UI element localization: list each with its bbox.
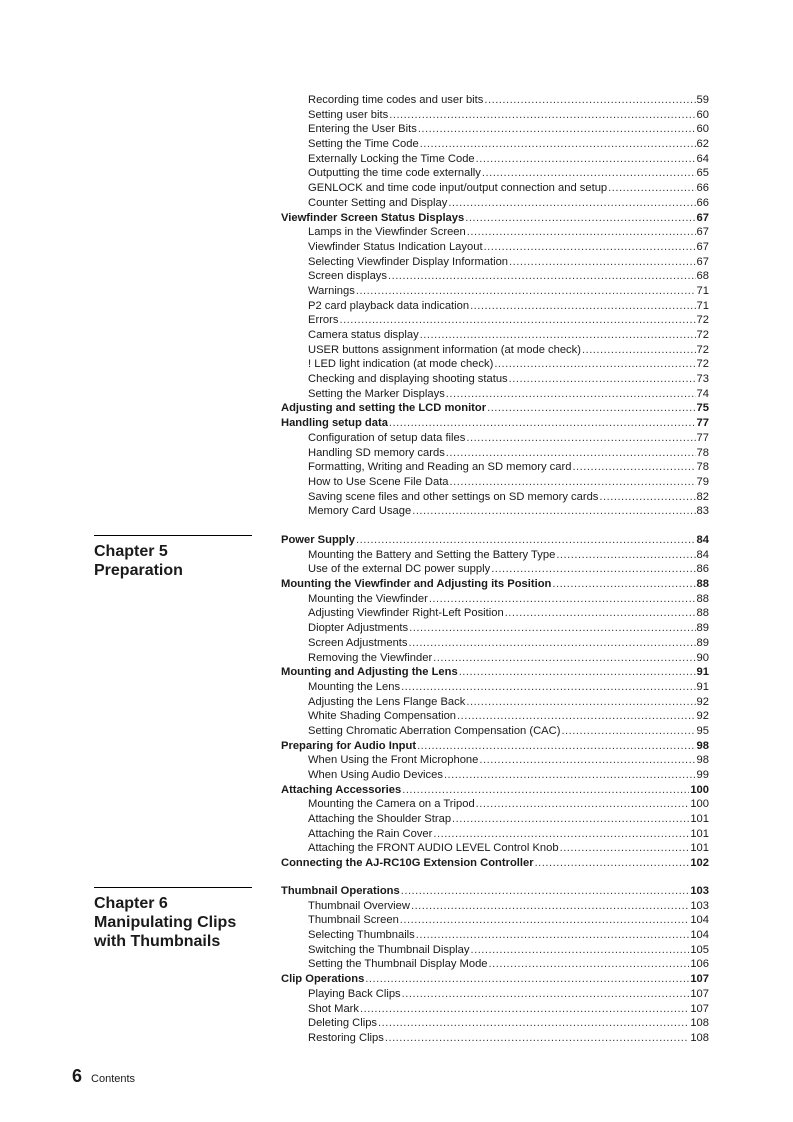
toc-entry-page: 104 <box>690 929 709 942</box>
toc-subsection-entry[interactable] <box>281 724 709 739</box>
toc-entry-title: Attaching Accessories <box>281 783 402 796</box>
toc-entry-page: 92 <box>696 695 709 708</box>
toc-subsection-entry[interactable] <box>281 753 709 768</box>
dot-leader <box>556 548 695 563</box>
toc-entry-title: Memory Card Usage <box>308 505 412 518</box>
toc-entry-page: 107 <box>690 987 709 1000</box>
toc-entry-page: 66 <box>696 196 709 209</box>
dot-leader <box>466 695 695 710</box>
toc-subsection-entry[interactable] <box>281 899 709 914</box>
toc-entry-page: 83 <box>696 505 709 518</box>
toc-entry-title: Adjusting the Lens Flange Back <box>308 695 466 708</box>
toc-entry-page: 104 <box>690 914 709 927</box>
toc-entry-page: 60 <box>696 108 709 121</box>
toc-entry-page: 67 <box>696 226 709 239</box>
toc-entry-title: Mounting the Battery and Setting the Battery Type <box>308 548 556 561</box>
toc-entry-title: Viewfinder Status Indication Layout <box>308 240 483 253</box>
toc-entry-page: 103 <box>690 899 709 912</box>
toc-entry-title: Shot Mark <box>308 1002 359 1015</box>
dot-leader <box>412 504 695 519</box>
dot-leader <box>339 313 695 328</box>
toc-entry-title: Externally Locking the Time Code <box>308 152 475 165</box>
toc-entry-page: 88 <box>696 578 709 591</box>
toc-entry-title: Warnings <box>308 284 355 297</box>
toc-entry-title: Diopter Adjustments <box>308 622 409 635</box>
dot-leader <box>494 357 695 372</box>
dot-leader <box>465 211 695 226</box>
toc-entry-page: 65 <box>696 167 709 180</box>
toc-entry-page: 99 <box>696 769 709 781</box>
toc-section-entry[interactable] <box>281 577 709 592</box>
toc-subsection-entry[interactable] <box>281 387 709 402</box>
toc-entry-page: 103 <box>690 885 709 897</box>
toc-subsection-entry[interactable] <box>281 606 709 621</box>
toc-entry-title: Entering the User Bits <box>308 123 417 136</box>
toc-entry-page: 72 <box>696 358 709 371</box>
toc-entry-page: 79 <box>696 475 709 488</box>
toc-subsection-entry[interactable] <box>281 255 709 270</box>
dot-leader <box>420 328 696 343</box>
toc-entry-title: Screen Adjustments <box>308 636 408 649</box>
dot-leader <box>505 606 696 621</box>
dot-leader <box>433 827 689 842</box>
toc-block-chapter-6 <box>281 884 709 1046</box>
toc-subsection-entry[interactable] <box>281 460 709 475</box>
toc-entry-page: 91 <box>696 666 709 679</box>
dot-leader <box>476 797 690 812</box>
toc-entry-title: P2 card playback data indication <box>308 299 470 312</box>
dot-leader <box>489 957 690 972</box>
dot-leader <box>418 122 696 137</box>
dot-leader <box>552 577 695 592</box>
toc-entry-page: 91 <box>696 680 709 693</box>
toc-entry-page: 74 <box>696 387 709 400</box>
toc-entry-page: 89 <box>696 622 709 635</box>
toc-subsection-entry[interactable] <box>281 827 709 842</box>
toc-entry-title: Attaching the Rain Cover <box>308 827 433 840</box>
toc-subsection-entry[interactable] <box>281 313 709 328</box>
dot-leader <box>452 812 689 827</box>
dot-leader <box>401 884 690 899</box>
toc-entry-page: 84 <box>696 548 709 561</box>
toc-entry-page: 67 <box>696 211 709 224</box>
dot-leader <box>479 753 695 768</box>
toc-entry-title: Counter Setting and Display <box>308 196 448 209</box>
toc-subsection-entry[interactable] <box>281 166 709 181</box>
toc-section-entry[interactable] <box>281 884 709 899</box>
toc-subsection-entry[interactable] <box>281 562 709 577</box>
toc-section-entry[interactable] <box>281 533 709 548</box>
toc-entry-page: 77 <box>696 431 709 444</box>
dot-leader <box>560 841 690 856</box>
toc-section-entry[interactable] <box>281 416 709 431</box>
toc-entry-title: Adjusting and setting the LCD monitor <box>281 402 487 415</box>
dot-leader <box>365 972 689 987</box>
dot-leader <box>429 592 696 607</box>
dot-leader <box>389 416 696 431</box>
toc-subsection-entry[interactable] <box>281 93 709 108</box>
toc-entry-page: 107 <box>690 973 709 986</box>
page-footer <box>72 1066 135 1087</box>
dot-leader <box>448 196 695 211</box>
dot-leader <box>470 943 689 958</box>
toc-entry-title: ! LED light indication (at mode check) <box>308 358 494 371</box>
dot-leader <box>420 137 696 152</box>
toc-entry-title: Lamps in the Viewfinder Screen <box>308 226 466 239</box>
toc-entry-page: 108 <box>690 1017 709 1030</box>
toc-subsection-entry[interactable] <box>281 431 709 446</box>
toc-entry-title: Mounting the Lens <box>308 680 401 693</box>
toc-entry-title: Mounting the Camera on a Tripod <box>308 798 475 811</box>
dot-leader <box>491 562 695 577</box>
dot-leader <box>356 284 696 299</box>
toc-subsection-entry[interactable] <box>281 137 709 152</box>
toc-entry-title: Setting the Thumbnail Display Mode <box>308 958 488 971</box>
toc-subsection-entry[interactable] <box>281 269 709 284</box>
chapter-title: with Thumbnails <box>94 933 221 950</box>
toc-entry-page: 77 <box>696 417 709 430</box>
dot-leader <box>457 709 696 724</box>
toc-entry-title: Switching the Thumbnail Display <box>308 943 470 956</box>
toc-block-continued <box>281 93 709 519</box>
toc-entry-page: 88 <box>696 592 709 605</box>
toc-subsection-entry[interactable] <box>281 987 709 1002</box>
toc-entry-title: Formatting, Writing and Reading an SD memory card <box>308 461 572 474</box>
dot-leader <box>467 225 696 240</box>
toc-entry-title: Use of the external DC power supply <box>308 563 491 576</box>
toc-entry-title: Checking and displaying shooting status <box>308 373 508 386</box>
toc-entry-page: 98 <box>696 754 709 767</box>
dot-leader <box>401 680 695 695</box>
toc-entry-page: 72 <box>696 329 709 341</box>
toc-subsection-entry[interactable] <box>281 636 709 651</box>
toc-entry-title: Restoring Clips <box>308 1031 384 1044</box>
page-number: 6 <box>72 1066 83 1086</box>
chapter-6-heading <box>94 887 252 951</box>
toc-subsection-entry[interactable] <box>281 768 709 783</box>
chapter-title: Preparation <box>94 562 183 579</box>
toc-entry-page: 64 <box>696 152 709 165</box>
dot-leader <box>509 372 696 387</box>
dot-leader <box>599 490 695 505</box>
toc-entry-page: 67 <box>696 240 709 253</box>
toc-subsection-entry[interactable] <box>281 343 709 358</box>
dot-leader <box>450 475 696 490</box>
toc-entry-page: 78 <box>696 461 709 474</box>
dot-leader <box>433 651 695 666</box>
toc-entry-title: Saving scene files and other settings on SD memory cards <box>308 490 599 503</box>
toc-entry-title: Mounting and Adjusting the Lens <box>281 666 458 679</box>
dot-leader <box>572 460 695 475</box>
toc-entry-title: Handling setup data <box>281 417 388 430</box>
toc-entry-page: 59 <box>696 94 709 106</box>
toc-subsection-entry[interactable] <box>281 680 709 695</box>
toc-entry-title: How to Use Scene File Data <box>308 475 449 488</box>
toc-section-entry[interactable] <box>281 972 709 987</box>
dot-leader <box>484 240 696 255</box>
toc-entry-title: Thumbnail Operations <box>281 885 400 897</box>
toc-subsection-entry[interactable] <box>281 357 709 372</box>
toc-entry-page: 92 <box>696 710 709 723</box>
toc-section-entry[interactable] <box>281 783 709 798</box>
dot-leader <box>484 93 695 108</box>
toc-subsection-entry[interactable] <box>281 841 709 856</box>
toc-subsection-entry[interactable] <box>281 812 709 827</box>
dot-leader <box>409 621 695 636</box>
toc-entry-page: 71 <box>696 299 709 312</box>
dot-leader <box>409 636 696 651</box>
toc-entry-page: 106 <box>690 958 709 971</box>
chapter-title: Manipulating Clips <box>94 914 237 931</box>
toc-entry-title: Viewfinder Screen Status Displays <box>281 211 465 224</box>
toc-subsection-entry[interactable] <box>281 621 709 636</box>
dot-leader <box>466 431 695 446</box>
toc-entry-title: Attaching the FRONT AUDIO LEVEL Control Knob <box>308 842 559 855</box>
toc-entry-title: Power Supply <box>281 534 355 546</box>
dot-leader <box>482 166 696 181</box>
toc-subsection-entry[interactable] <box>281 695 709 710</box>
toc-entry-title: Playing Back Clips <box>308 987 401 1000</box>
toc-entry-title: When Using Audio Devices <box>308 769 443 781</box>
chapter-number: Chapter 6 <box>94 895 168 912</box>
dot-leader <box>446 446 696 461</box>
toc-subsection-entry[interactable] <box>281 284 709 299</box>
dot-leader <box>360 1002 689 1017</box>
toc-block-chapter-5 <box>281 533 709 871</box>
dot-leader <box>411 899 689 914</box>
toc-subsection-entry[interactable] <box>281 957 709 972</box>
toc-entry-title: Adjusting Viewfinder Right-Left Position <box>308 607 504 620</box>
toc-entry-page: 101 <box>690 813 709 826</box>
dot-leader <box>378 1016 689 1031</box>
toc-entry-page: 88 <box>696 607 709 620</box>
toc-subsection-entry[interactable] <box>281 475 709 490</box>
dot-leader <box>509 255 696 270</box>
dot-leader <box>356 533 696 548</box>
toc-entry-title: Setting user bits <box>308 108 389 121</box>
toc-subsection-entry[interactable] <box>281 1016 709 1031</box>
toc-entry-title: Outputting the time code externally <box>308 167 481 180</box>
toc-entry-page: 100 <box>690 798 709 811</box>
toc-entry-title: Mounting the Viewfinder <box>308 592 428 605</box>
chapter-number: Chapter 5 <box>94 543 168 560</box>
dot-leader <box>476 152 696 167</box>
toc-entry-page: 60 <box>696 123 709 136</box>
toc-section-entry[interactable] <box>281 856 709 871</box>
toc-entry-page: 73 <box>696 373 709 386</box>
toc-entry-page: 67 <box>696 255 709 268</box>
toc-entry-title: Screen displays <box>308 270 387 283</box>
toc-subsection-entry[interactable] <box>281 928 709 943</box>
toc-subsection-entry[interactable] <box>281 651 709 666</box>
toc-entry-page: 66 <box>696 182 709 195</box>
toc-section-entry[interactable] <box>281 665 709 680</box>
toc-entry-title: When Using the Front Microphone <box>308 754 479 767</box>
toc-section-entry[interactable] <box>281 401 709 416</box>
toc-entry-title: Connecting the AJ-RC10G Extension Controller <box>281 857 534 870</box>
toc-entry-title: Configuration of setup data files <box>308 431 466 444</box>
toc-subsection-entry[interactable] <box>281 299 709 314</box>
toc-subsection-entry[interactable] <box>281 913 709 928</box>
toc-entry-title: Selecting Thumbnails <box>308 929 415 942</box>
toc-entry-title: Setting the Time Code <box>308 138 419 151</box>
toc-subsection-entry[interactable] <box>281 122 709 137</box>
toc-subsection-entry[interactable] <box>281 108 709 123</box>
toc-entry-page: 75 <box>696 402 709 415</box>
toc-entry-title: Attaching the Shoulder Strap <box>308 813 452 826</box>
toc-entry-title: Mounting the Viewfinder and Adjusting its Position <box>281 578 552 591</box>
toc-entry-page: 108 <box>690 1031 709 1044</box>
toc-entry-title: Setting Chromatic Aberration Compensation (CAC) <box>308 724 561 737</box>
toc-subsection-entry[interactable] <box>281 1031 709 1046</box>
dot-leader <box>446 387 696 402</box>
toc-entry-page: 71 <box>696 284 709 297</box>
footer-label: Contents <box>91 1073 136 1085</box>
toc-subsection-entry[interactable] <box>281 490 709 505</box>
toc-subsection-entry[interactable] <box>281 504 709 519</box>
dot-leader <box>487 401 695 416</box>
toc-entry-page: 105 <box>690 943 709 956</box>
toc-subsection-entry[interactable] <box>281 181 709 196</box>
toc-subsection-entry[interactable] <box>281 446 709 461</box>
toc-section-entry[interactable] <box>281 211 709 226</box>
toc-subsection-entry[interactable] <box>281 225 709 240</box>
toc-entry-title: Selecting Viewfinder Display Information <box>308 255 509 268</box>
toc-subsection-entry[interactable] <box>281 1002 709 1017</box>
dot-leader <box>608 181 695 196</box>
dot-leader <box>389 108 695 123</box>
toc-entry-page: 78 <box>696 446 709 459</box>
toc-entry-title: USER buttons assignment information (at mode check) <box>308 343 581 356</box>
toc-entry-page: 84 <box>696 534 709 546</box>
toc-entry-title: Recording time codes and user bits <box>308 94 484 106</box>
dot-leader <box>402 987 690 1002</box>
dot-leader <box>535 856 690 871</box>
toc-entry-title: Removing the Viewfinder <box>308 651 433 664</box>
toc-entry-page: 86 <box>696 563 709 576</box>
toc-section-entry[interactable] <box>281 739 709 754</box>
dot-leader <box>416 928 690 943</box>
chapter-5-heading <box>94 535 252 580</box>
toc-entry-title: Errors <box>308 314 339 327</box>
dot-leader <box>402 783 689 798</box>
toc-subsection-entry[interactable] <box>281 797 709 812</box>
toc-entry-page: 89 <box>696 636 709 649</box>
toc-entry-page: 95 <box>696 724 709 737</box>
toc-entry-title: Deleting Clips <box>308 1017 378 1030</box>
toc-entry-page: 72 <box>696 343 709 356</box>
toc-entry-title: Handling SD memory cards <box>308 446 445 459</box>
toc-entry-page: 68 <box>696 270 709 283</box>
toc-subsection-entry[interactable] <box>281 152 709 167</box>
toc-subsection-entry[interactable] <box>281 943 709 958</box>
dot-leader <box>400 913 690 928</box>
toc-subsection-entry[interactable] <box>281 196 709 211</box>
toc-entry-page: 101 <box>690 842 709 855</box>
toc-entry-page: 100 <box>690 783 709 796</box>
toc-entry-title: Thumbnail Screen <box>308 914 399 927</box>
dot-leader <box>582 343 696 358</box>
toc-entry-title: Setting the Marker Displays <box>308 387 445 400</box>
dot-leader <box>561 724 695 739</box>
toc-entry-page: 98 <box>696 739 709 752</box>
toc-subsection-entry[interactable] <box>281 548 709 563</box>
dot-leader <box>459 665 696 680</box>
toc-entry-page: 101 <box>690 827 709 840</box>
toc-entry-page: 72 <box>696 314 709 327</box>
dot-leader <box>385 1031 689 1046</box>
toc-entry-page: 62 <box>696 138 709 151</box>
toc-entry-title: Preparing for Audio Input <box>281 739 417 752</box>
toc-subsection-entry[interactable] <box>281 328 709 343</box>
toc-subsection-entry[interactable] <box>281 240 709 255</box>
dot-leader <box>470 299 695 314</box>
toc-entry-title: Thumbnail Overview <box>308 899 410 912</box>
dot-leader <box>444 768 696 783</box>
toc-entry-title: White Shading Compensation <box>308 710 457 723</box>
toc-entry-page: 102 <box>690 857 709 870</box>
toc-entry-title: Clip Operations <box>281 973 365 986</box>
toc-subsection-entry[interactable] <box>281 709 709 724</box>
toc-subsection-entry[interactable] <box>281 592 709 607</box>
toc-entry-page: 82 <box>696 490 709 503</box>
dot-leader <box>417 739 695 754</box>
dot-leader <box>388 269 696 284</box>
toc-entry-title: GENLOCK and time code input/output connection and setup <box>308 182 608 195</box>
toc-entry-page: 90 <box>696 651 709 664</box>
toc-entry-title: Camera status display <box>308 329 419 341</box>
toc-entry-page: 107 <box>690 1002 709 1015</box>
toc-subsection-entry[interactable] <box>281 372 709 387</box>
